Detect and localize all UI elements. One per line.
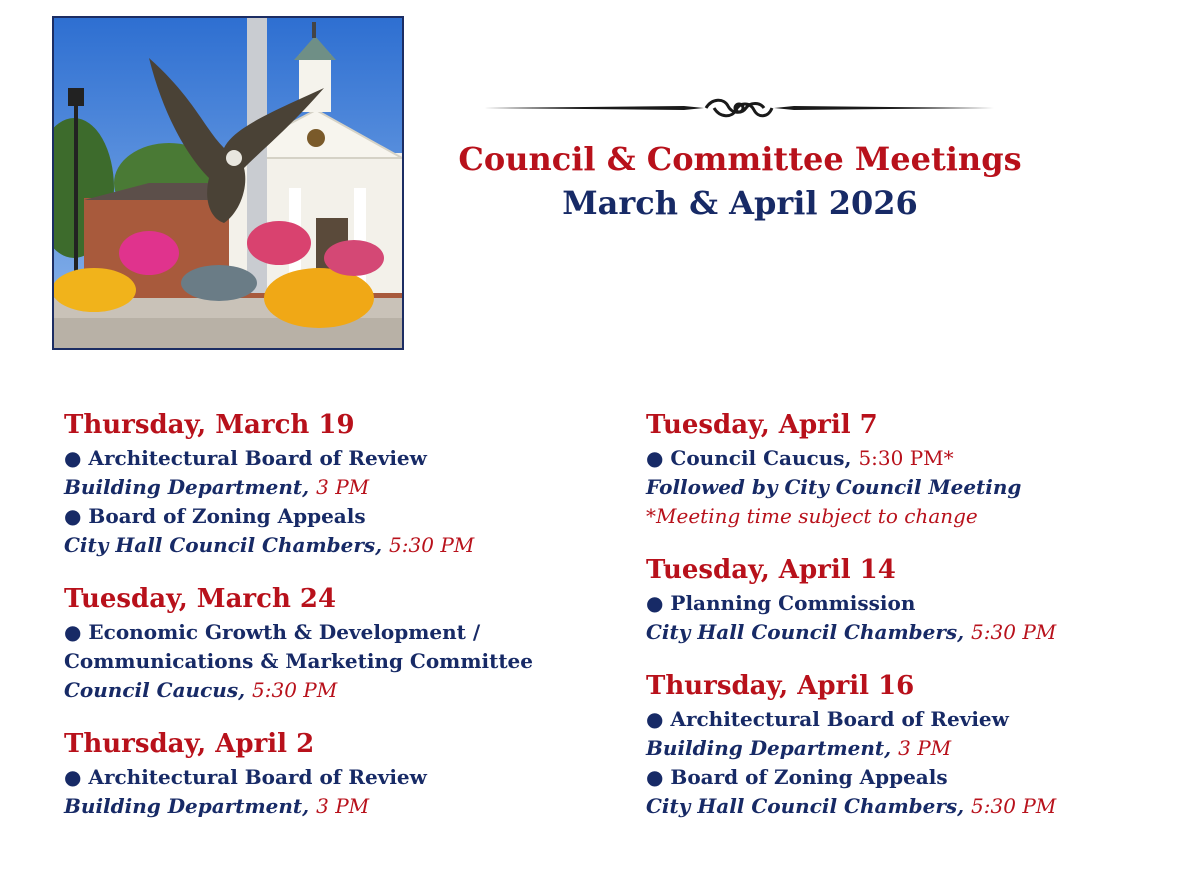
- meeting-location: Council Caucus, 5:30 PM: [64, 678, 338, 702]
- bullet-icon: ●: [646, 591, 664, 615]
- bullet-icon: ●: [64, 620, 82, 644]
- meeting-title-continued: Communications & Marketing Committee: [64, 649, 534, 673]
- meeting-time: 5:30 PM: [252, 678, 338, 702]
- meeting-title: ● Economic Growth & Development /: [64, 620, 481, 644]
- meeting-title: ● Board of Zoning Appeals: [646, 765, 948, 789]
- meeting-time: 3 PM: [316, 794, 370, 818]
- bullet-icon: ●: [64, 765, 82, 789]
- meeting-time: 5:30 PM: [389, 533, 475, 557]
- meeting-day: [64, 727, 624, 821]
- meeting-day: [646, 669, 1200, 821]
- meeting-location: City Hall Council Chambers, 5:30 PM: [64, 533, 475, 557]
- meeting-date: Tuesday, March 24: [64, 584, 337, 614]
- meeting-title: ● Planning Commission: [646, 591, 916, 615]
- meeting-time: 5:30 PM: [971, 620, 1057, 644]
- meeting-note: *Meeting time subject to change: [646, 504, 978, 528]
- bullet-icon: ●: [646, 446, 664, 470]
- meeting-time: 3 PM: [316, 475, 370, 499]
- bullet-icon: ●: [64, 504, 82, 528]
- meeting-date: Thursday, April 16: [646, 671, 915, 701]
- ornamental-divider: [484, 92, 994, 124]
- meeting-followup: Followed by City Council Meeting: [646, 475, 1022, 499]
- page-subtitle: March & April 2026: [562, 184, 918, 222]
- meeting-title: ● Architectural Board of Review: [64, 446, 427, 470]
- meeting-day: [646, 408, 1200, 531]
- meeting-title: ● Council Caucus, 5:30 PM*: [646, 446, 954, 470]
- meeting-day: [64, 582, 624, 705]
- meeting-date: Thursday, April 2: [64, 729, 315, 759]
- city-hall-photo: [52, 16, 404, 350]
- meeting-location: City Hall Council Chambers, 5:30 PM: [646, 794, 1057, 818]
- meeting-location: Building Department, 3 PM: [64, 794, 370, 818]
- bullet-icon: ●: [646, 707, 664, 731]
- meeting-date: Thursday, March 19: [64, 410, 355, 440]
- meeting-location: Building Department, 3 PM: [64, 475, 370, 499]
- meeting-time: 5:30 PM*: [858, 446, 954, 470]
- meeting-title: ● Architectural Board of Review: [64, 765, 427, 789]
- eagle-statue-illustration: [54, 18, 402, 348]
- meeting-title: ● Board of Zoning Appeals: [64, 504, 366, 528]
- meeting-location: City Hall Council Chambers, 5:30 PM: [646, 620, 1057, 644]
- meeting-day: [646, 553, 1200, 647]
- meeting-title: ● Architectural Board of Review: [646, 707, 1009, 731]
- bullet-icon: ●: [64, 446, 82, 470]
- meeting-time: 3 PM: [898, 736, 952, 760]
- schedule-right-column: [646, 408, 1200, 843]
- page-title: Council & Committee Meetings: [458, 140, 1022, 178]
- schedule-left-column: [64, 408, 624, 843]
- meeting-date: Tuesday, April 14: [646, 555, 896, 585]
- title-block: [440, 140, 1040, 222]
- meeting-day: [64, 408, 624, 560]
- meeting-location: Building Department, 3 PM: [646, 736, 952, 760]
- bullet-icon: ●: [646, 765, 664, 789]
- meeting-date: Tuesday, April 7: [646, 410, 878, 440]
- meeting-time: 5:30 PM: [971, 794, 1057, 818]
